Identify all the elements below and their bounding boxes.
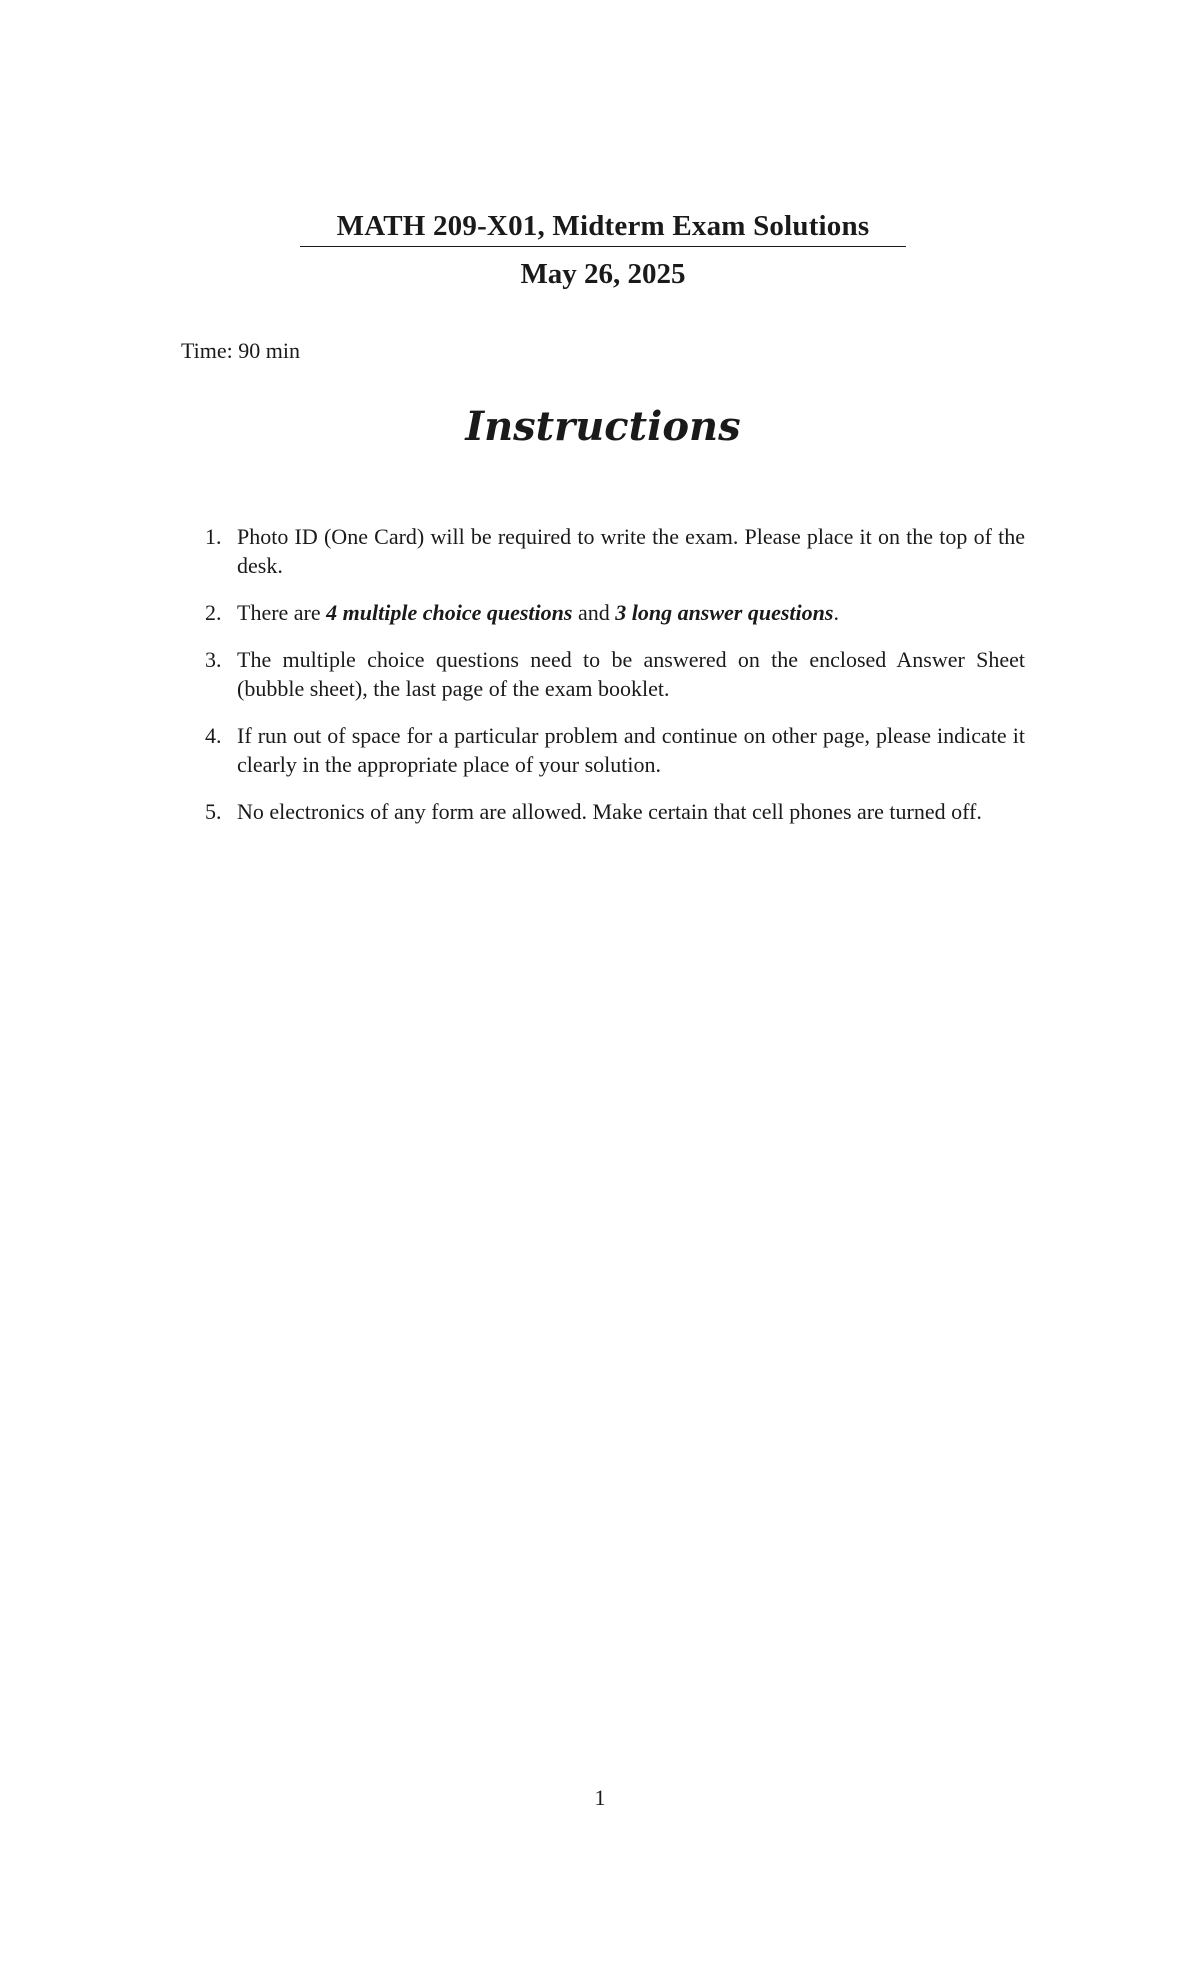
instruction-item <box>205 721 1025 779</box>
instruction-text-part: and <box>572 600 616 625</box>
instruction-text-part: There are <box>237 600 327 625</box>
instruction-text: Photo ID (One Card) will be required to write the exam. Please place it on the top of the desk. <box>237 524 1025 578</box>
instruction-item <box>205 522 1025 580</box>
instruction-item <box>205 598 1025 627</box>
exam-date: May 26, 2025 <box>520 258 686 290</box>
page-number: 1 <box>594 1785 606 1810</box>
instruction-item <box>205 645 1025 703</box>
instruction-text <box>237 600 839 625</box>
instruction-number: 4. <box>205 723 222 748</box>
instruction-item <box>205 797 1025 826</box>
emphasized-text: 3 long answer questions <box>615 600 834 625</box>
exam-time: Time: 90 min <box>181 338 300 363</box>
instructions-list <box>205 522 1025 844</box>
instruction-number: 3. <box>205 647 222 672</box>
exam-title: MATH 209-X01, Midterm Exam Solutions <box>336 210 870 242</box>
instruction-text: No electronics of any form are allowed. Make certain that cell phones are turned off. <box>237 799 982 824</box>
instruction-number: 5. <box>205 799 222 824</box>
instruction-text-part: . <box>833 600 839 625</box>
instruction-text: If run out of space for a particular problem and continue on other page, please indicate it clearly in the appropriate place of your solution. <box>237 723 1025 777</box>
instruction-text: The multiple choice questions need to be answered on the enclosed Answer Sheet (bubble sheet), the last page of the exam booklet. <box>237 647 1025 701</box>
instructions-heading: Instructions <box>465 403 741 450</box>
instruction-number: 1. <box>205 524 222 549</box>
instruction-number: 2. <box>205 600 222 625</box>
title-underline <box>300 246 906 247</box>
emphasized-text: 4 multiple choice questions <box>326 600 573 625</box>
